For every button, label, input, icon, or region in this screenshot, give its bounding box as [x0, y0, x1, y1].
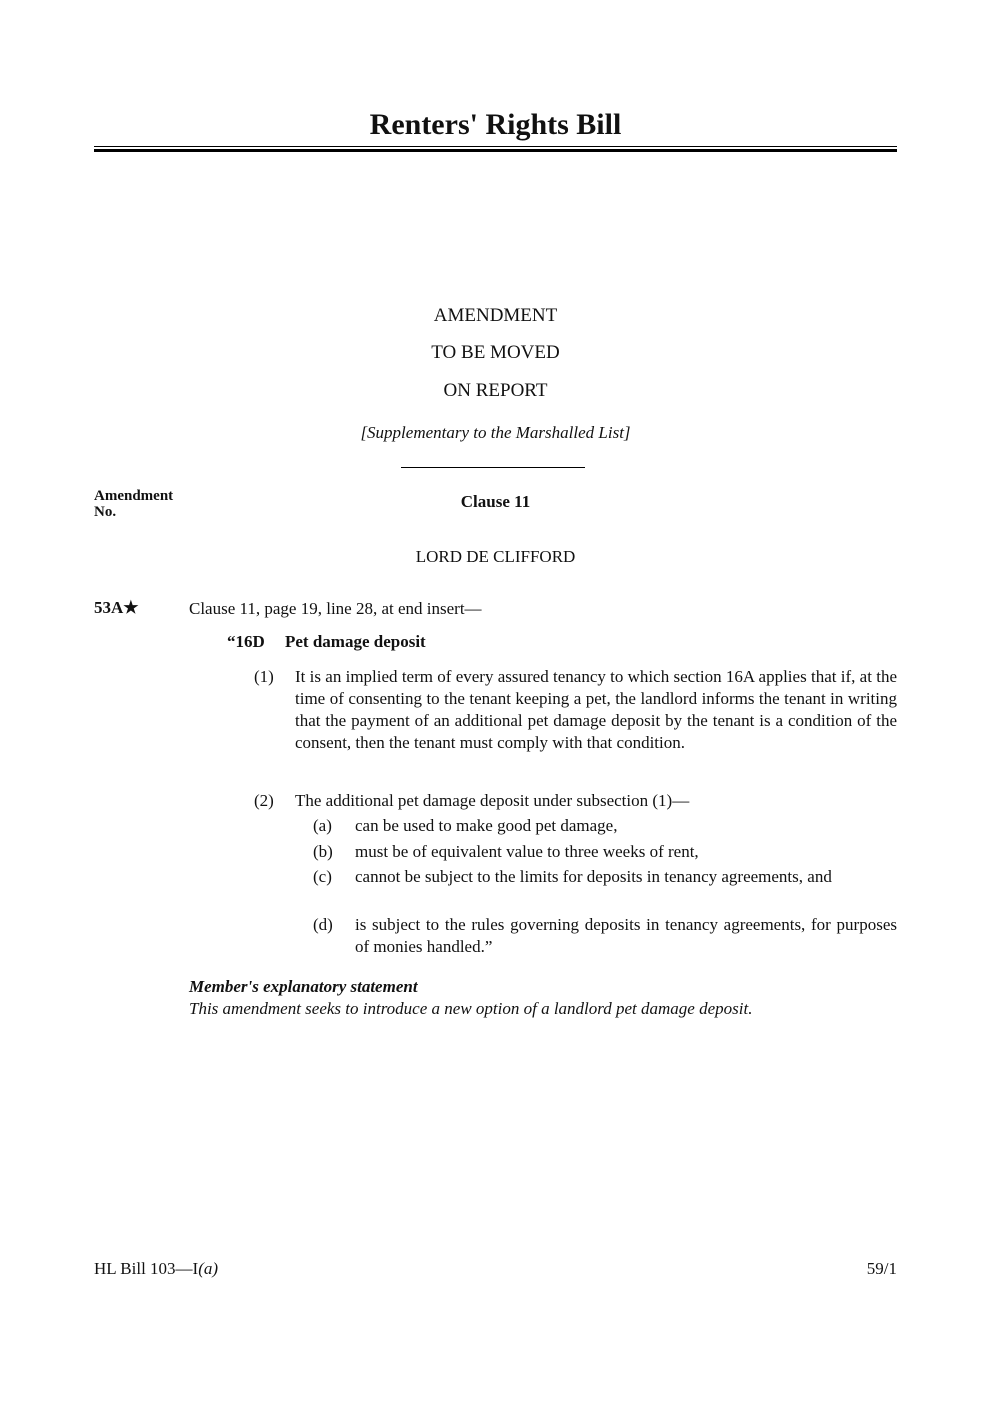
amendment-number: 53A★	[94, 598, 139, 617]
title-rule-thin	[94, 146, 897, 147]
subsection-text: The additional pet damage deposit under subsection (1)—	[295, 791, 690, 810]
new-section-heading	[227, 631, 426, 653]
paragraph-c	[313, 866, 897, 888]
section-title: Pet damage deposit	[285, 632, 426, 651]
paragraph-a	[313, 815, 897, 837]
paragraph-label: (a)	[313, 816, 332, 835]
bill-ref-prefix: HL Bill 103—I	[94, 1259, 199, 1278]
paragraph-text: must be of equivalent value to three weeks of rent,	[355, 842, 699, 861]
heading-amendment: AMENDMENT	[433, 305, 558, 326]
section-divider	[401, 467, 585, 468]
document-title: Renters' Rights Bill	[369, 108, 622, 141]
subsection-label: (2)	[254, 791, 274, 810]
explanatory-statement-heading: Member's explanatory statement	[189, 977, 418, 996]
paragraph-label: (c)	[313, 867, 332, 886]
section-number: “16D	[227, 632, 265, 651]
bill-ref-suffix: (a)	[198, 1259, 219, 1278]
heading-to-be-moved: TO BE MOVED	[431, 342, 560, 363]
footer-bill-reference	[94, 1258, 218, 1280]
subsection-label: (1)	[254, 667, 274, 686]
footer-page-reference: 59/1	[866, 1259, 897, 1278]
amendment-no-label-line2: No.	[94, 504, 117, 520]
supplementary-note: [Supplementary to the Marshalled List]	[360, 423, 631, 442]
paragraph-label: (d)	[313, 915, 333, 934]
paragraph-label: (b)	[313, 842, 333, 861]
heading-on-report: ON REPORT	[443, 380, 548, 401]
paragraph-text: cannot be subject to the limits for deposits in tenancy agreements, and	[355, 867, 832, 886]
paragraph-d	[313, 914, 897, 958]
explanatory-statement-text: This amendment seeks to introduce a new option of a landlord pet damage deposit.	[189, 999, 753, 1018]
paragraph-text: is subject to the rules governing deposits in tenancy agreements, for purposes of monies handled.”	[355, 915, 897, 956]
subsection-2	[254, 790, 897, 812]
member-name: LORD DE CLIFFORD	[415, 547, 576, 566]
amendment-instruction: Clause 11, page 19, line 28, at end insert—	[189, 599, 482, 618]
amendment-no-label-line1: Amendment	[94, 488, 174, 504]
paragraph-b	[313, 841, 897, 863]
title-rule-thick	[94, 149, 897, 152]
clause-heading: Clause 11	[460, 492, 531, 511]
subsection-text: It is an implied term of every assured tenancy to which section 16A applies that if, at the time of consenting to the tenant keeping a pet, the landlord informs the tenant in writing that the payment of an additional pet damage deposit by the tenant is a condition of the consent, then the tenant must comply with that condition.	[295, 667, 897, 752]
paragraph-text: can be used to make good pet damage,	[355, 816, 618, 835]
subsection-1	[254, 666, 897, 754]
